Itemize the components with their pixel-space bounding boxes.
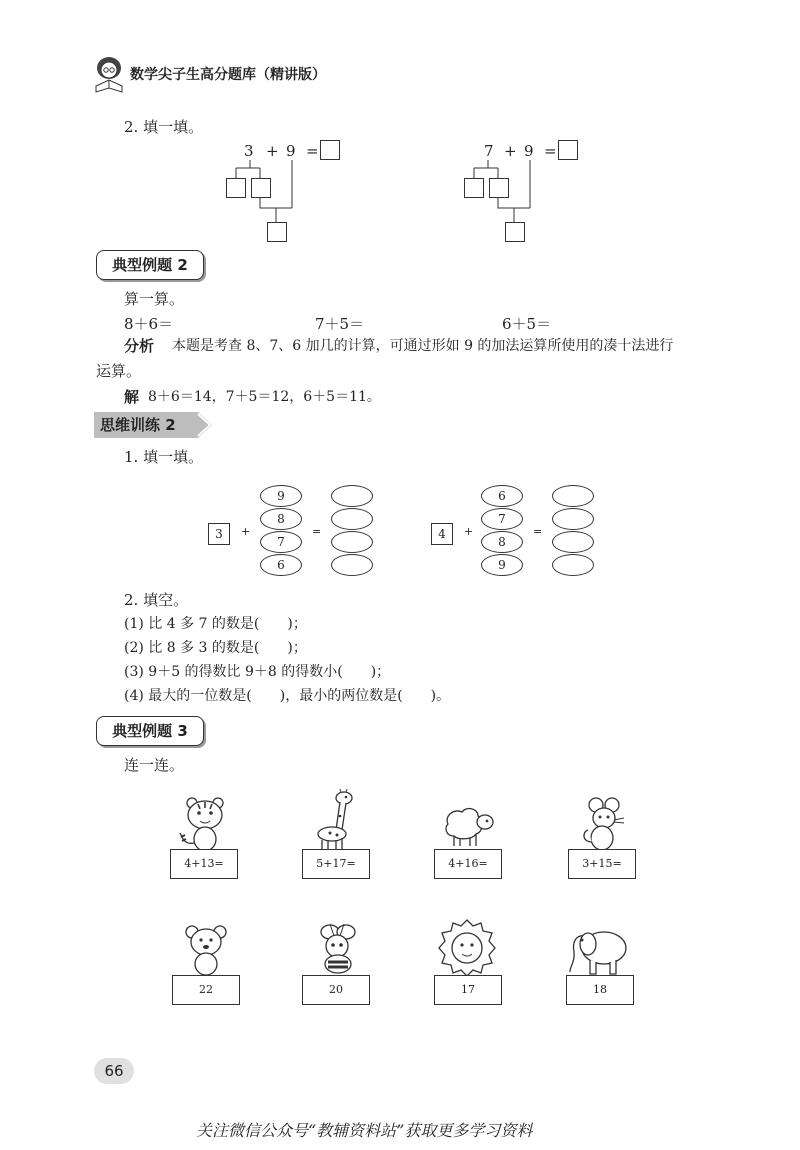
result-oval[interactable] (331, 485, 373, 507)
problem-1: 8＋6＝ (124, 315, 174, 333)
book-title: 数学尖子生高分题库（精讲版） (130, 67, 326, 83)
sum-box[interactable] (505, 222, 525, 242)
decompose-diagram-right (458, 140, 588, 245)
answer-card[interactable]: 18 (566, 975, 634, 1005)
result-oval[interactable] (331, 531, 373, 553)
result-oval[interactable] (552, 554, 594, 576)
analysis-label: 分析 (124, 337, 155, 355)
addend-oval: 6 (260, 554, 302, 576)
answer-card[interactable]: 17 (434, 975, 502, 1005)
split-box-2[interactable] (251, 178, 271, 198)
header-avatar (92, 54, 126, 94)
problem-2: 7＋5＝ (315, 315, 365, 333)
fill-item-1: (1) 比 4 多 7 的数是( )； (124, 616, 307, 632)
split-box-2[interactable] (489, 178, 509, 198)
op-plus: + (266, 142, 279, 160)
operand-b: 9 (286, 142, 296, 160)
solution-text: 8＋6＝14，7＋5＝12，6＋5＝11。 (148, 389, 381, 405)
section1-title: 2. 填一填。 (124, 118, 204, 136)
addend-oval: 7 (260, 531, 302, 553)
base-box: 4 (431, 523, 453, 545)
equation-card[interactable]: 4+16= (434, 849, 502, 879)
fill-item-2: (2) 比 8 多 3 的数是( )； (124, 640, 307, 656)
example3-tag: 典型例题 3 (96, 716, 204, 746)
training-q2-title: 2. 填空。 (124, 591, 189, 609)
operand-b: 9 (524, 142, 534, 160)
equals-sign: = (533, 525, 543, 538)
example3-prompt: 连一连。 (124, 756, 185, 774)
fill-item-3: (3) 9＋5 的得数比 9＋8 的得数小( )； (124, 664, 391, 680)
analysis-line-1: 本题是考查 8、7、6 加几的计算，可通过形如 9 的加法运算所使用的凑十法进行 (172, 338, 674, 354)
op-equals: = (306, 142, 319, 160)
op-plus: + (504, 142, 517, 160)
addend-oval: 9 (260, 485, 302, 507)
addend-oval: 9 (481, 554, 523, 576)
example2-prompt: 算一算。 (124, 290, 185, 308)
result-oval[interactable] (552, 485, 594, 507)
answer-card[interactable]: 22 (172, 975, 240, 1005)
split-box-1[interactable] (464, 178, 484, 198)
decompose-diagram-left (220, 140, 350, 245)
plus-sign: + (464, 525, 474, 538)
result-oval[interactable] (552, 508, 594, 530)
example2-tag: 典型例题 2 (96, 250, 204, 280)
problem-3: 6＋5＝ (502, 315, 552, 333)
equation-card[interactable]: 3+15= (568, 849, 636, 879)
operand-a: 3 (244, 142, 254, 160)
addend-oval: 7 (481, 508, 523, 530)
addend-oval: 6 (481, 485, 523, 507)
split-box-1[interactable] (226, 178, 246, 198)
fill-item-4: (4) 最大的一位数是( )，最小的两位数是( )。 (124, 688, 451, 704)
equation-card[interactable]: 4+13= (170, 849, 238, 879)
op-equals: = (544, 142, 557, 160)
solution-label: 解 (124, 388, 140, 406)
result-oval[interactable] (331, 554, 373, 576)
tiger-icon (178, 795, 232, 853)
mouse-icon (578, 796, 628, 852)
sheep-icon (440, 802, 496, 850)
girl-reading-icon (92, 54, 126, 94)
addend-oval: 8 (481, 531, 523, 553)
operand-a: 7 (484, 142, 494, 160)
elephant-icon (566, 922, 630, 977)
bee-icon (310, 920, 364, 976)
tag-arrow-icon (190, 412, 216, 438)
result-oval[interactable] (331, 508, 373, 530)
equation-card[interactable]: 5+17= (302, 849, 370, 879)
training2-tag: 思维训练 2 (94, 412, 196, 438)
fill-group-left (205, 485, 385, 580)
analysis-line-2: 运算。 (96, 362, 142, 380)
plus-sign: + (241, 525, 251, 538)
bear-icon (182, 922, 230, 977)
equals-sign: = (312, 525, 322, 538)
lion-icon (437, 918, 497, 978)
footer-notice: 关注微信公众号“教辅资料站”获取更多学习资料 (196, 1121, 533, 1140)
answer-card[interactable]: 20 (302, 975, 370, 1005)
training-q1-title: 1. 填一填。 (124, 448, 204, 466)
page-number: 66 (94, 1058, 134, 1084)
giraffe-icon (312, 788, 360, 853)
fill-group-right (428, 485, 608, 580)
result-oval[interactable] (552, 531, 594, 553)
addend-oval: 8 (260, 508, 302, 530)
base-box: 3 (208, 523, 230, 545)
sum-box[interactable] (267, 222, 287, 242)
